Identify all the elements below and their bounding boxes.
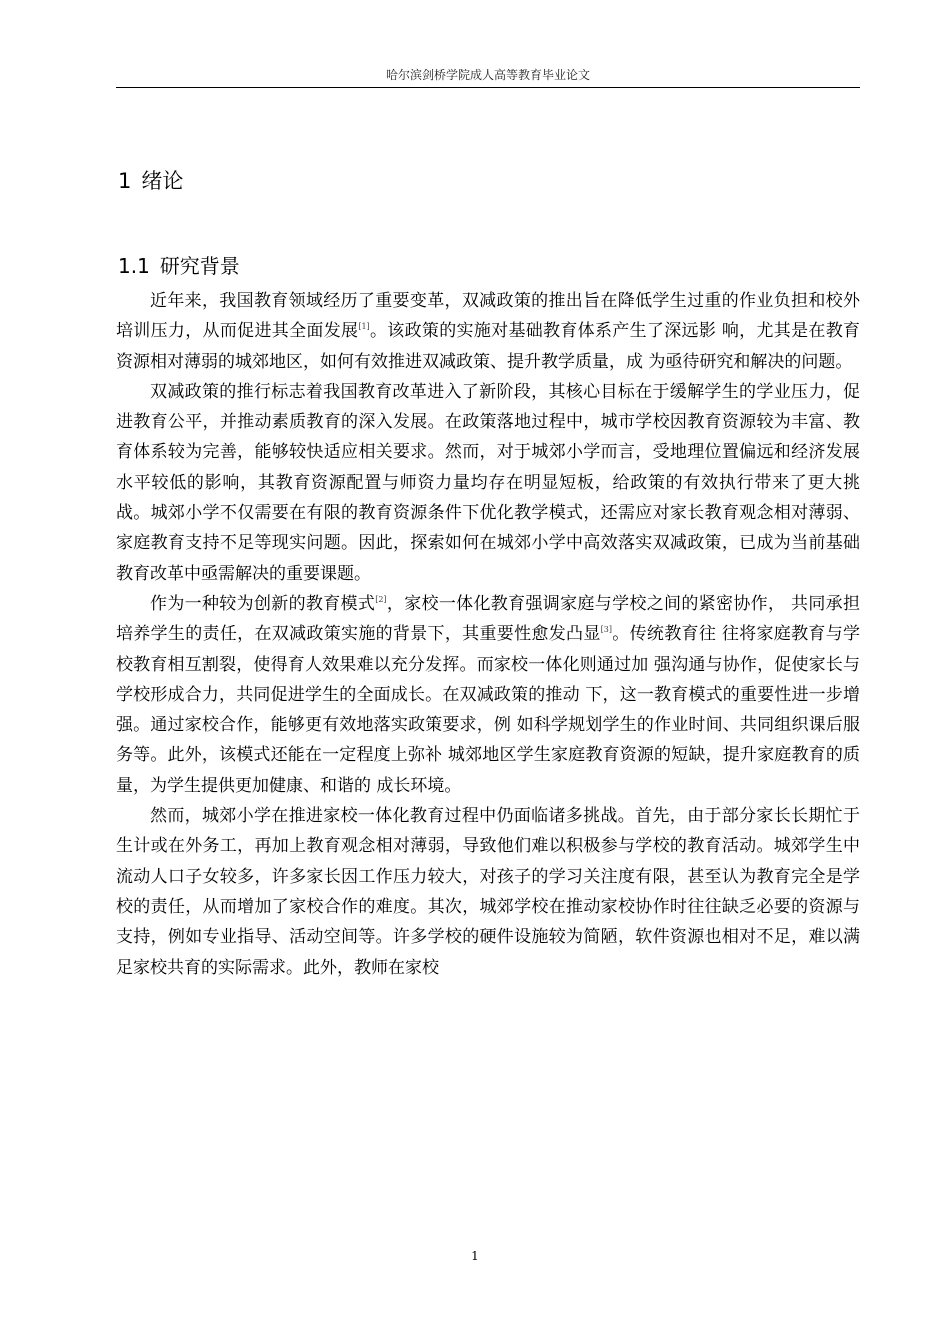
body-text	[116, 286, 860, 983]
header-divider	[116, 87, 860, 88]
page-number: 1	[471, 1249, 479, 1263]
citation-3: [3]	[600, 625, 612, 635]
paragraph-text: 作为一种较为创新的教育模式	[150, 593, 376, 614]
paragraph-text: 近年来，我国教育领域经历了重要变革，双减政策的推出旨在降低学生过重的作业负担和校外培训压力，从而促进其全面发展	[116, 291, 860, 342]
paragraph-text: 。传统教育往 往将家庭教育与学校教育相互割裂，使得育人效果难以充分发挥。而家校一体化则通过加 强沟通与协作，促使家长与学校形成合力，共同促进学生的全面成长。在双减政策的推动 下，这一教育模式的重要性进一步增强。通过家校合作，能够更有效地落实政策要求，例 如科学规划学生的作业时间、共同组织课后服务等。此外，该模式还能在一定程度上弥补 城郊地区学生家庭教育资源的短缺，提升家庭教育的质量，为学生提供更加健康、和谐的 成长环境。	[116, 624, 861, 796]
chapter-heading	[118, 165, 183, 195]
section-heading	[118, 250, 240, 279]
running-header: 哈尔滨剑桥学院成人高等教育毕业论文	[385, 68, 590, 82]
paragraph-text: 。该政策的实施对基础教育体系产生了深远影 响，尤其是在教育资源相对薄弱的城郊地区，如何有效推进双减政策、提升教学质量，成 为亟待研究和解决的问题。	[116, 321, 861, 372]
chapter-title: 绪论	[141, 169, 184, 193]
section-title: 研究背景	[159, 254, 240, 278]
section-number: 1.1	[118, 254, 150, 278]
citation-2: [2]	[375, 594, 387, 604]
chapter-number: 1	[118, 169, 132, 193]
paragraph-2: 双减政策的推行标志着我国教育改革进入了新阶段，其核心目标在于缓解学生的学业压力，促进教育公平，并推动素质教育的深入发展。在政策落地过程中，城市学校因教育资源较为丰富、教育体系较为完善，能够较快适应相关要求。然而，对于城郊小学而言，受地理位置偏远和经济发展水平较低的影响，其教育资源配置与师资力量均存在明显短板，给政策的有效执行带来了更大挑战。城郊小学不仅需要在有限的教育资源条件下优化教学模式，还需应对家长教育观念相对薄弱、家庭教育支持不足等现实问题。因此，探索如何在城郊小学中高效落实双减政策，已成为当前基础教育改革中亟需解决的重要课题。	[116, 381, 860, 584]
paragraph-text: ，家校一体化教育强调家庭与学校之间的紧密协作， 共同承担培养学生的责任，在双减政策实施的背景下，其重要性愈发凸显	[116, 593, 860, 645]
paragraph-4: 然而，城郊小学在推进家校一体化教育过程中仍面临诸多挑战。首先，由于部分家长长期忙于生计或在外务工，再加上教育观念相对薄弱，导致他们难以积极参与学校的教育活动。城郊学生中流动人口子女较多，许多家长因工作压力较大，对孩子的学习关注度有限，甚至认为教育完全是学校的责任，从而增加了家校合作的难度。其次，城郊学校在推动家校协作时往往缺乏必要的资源与支持，例如专业指导、活动空间等。许多学校的硬件设施较为简陋，软件资源也相对不足，难以满足家校共育的实际需求。此外，教师在家校	[116, 806, 860, 978]
paragraph-1	[116, 286, 860, 377]
citation-1: [1]	[358, 322, 370, 332]
paragraph-3	[116, 589, 860, 801]
